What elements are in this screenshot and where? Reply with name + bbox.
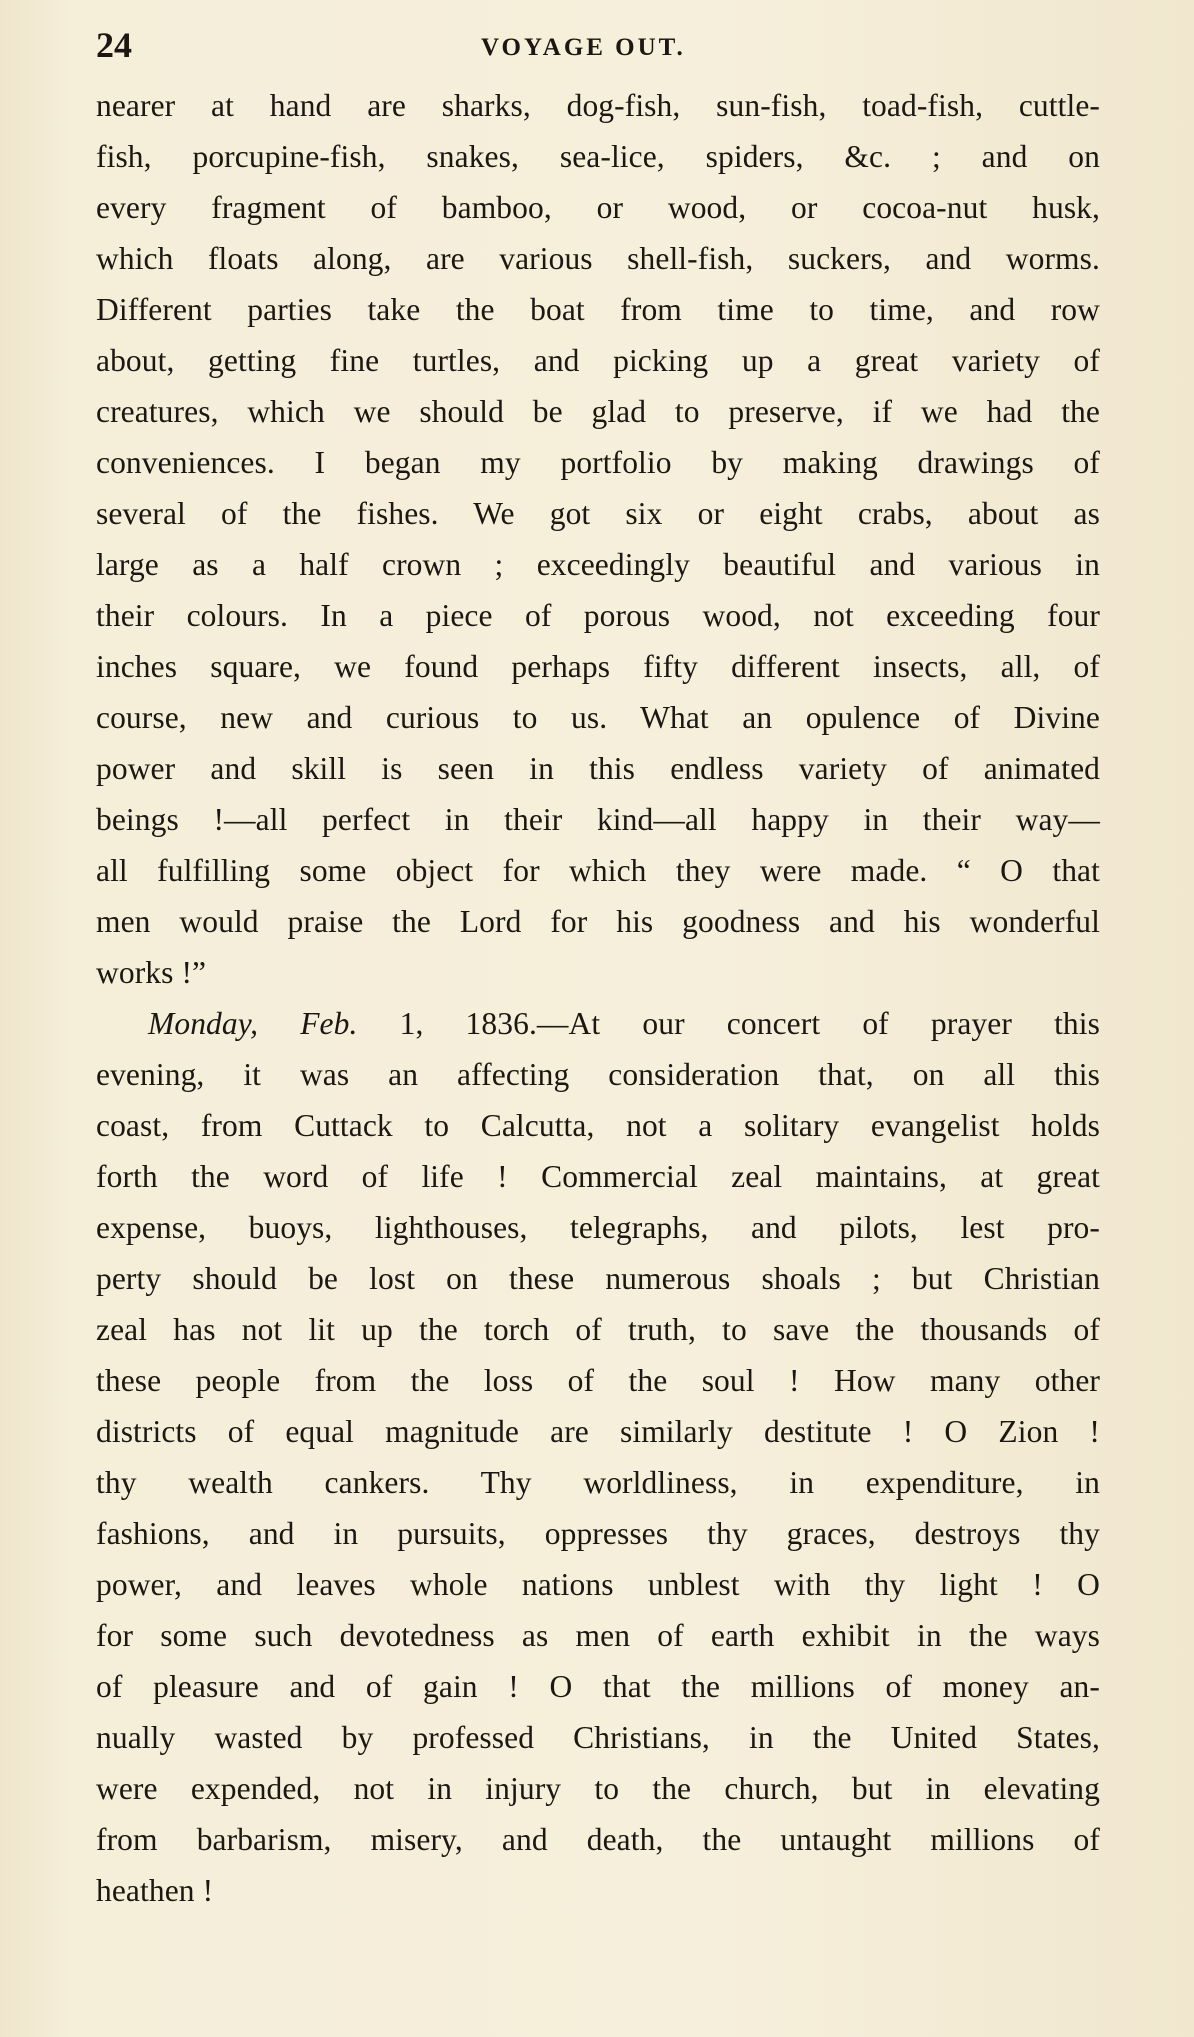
text-line: works !” — [96, 955, 207, 990]
text-line: large as a half crown ; exceedingly beautiful and various in — [96, 547, 1100, 582]
text-line: expense, buoys, lighthouses, telegraphs, and pilots, lest pro- — [96, 1210, 1100, 1245]
page-header — [96, 20, 1096, 70]
text-line: perty should be lost on these numerous shoals ; but Christian — [96, 1261, 1100, 1296]
text-line: every fragment of bamboo, or wood, or cocoa-nut husk, — [96, 190, 1100, 225]
text-line: of pleasure and of gain ! O that the millions of money an- — [96, 1669, 1100, 1704]
text-line: for some such devotedness as men of earth exhibit in the ways — [96, 1618, 1100, 1653]
text-line: evening, it was an affecting consideration that, on all this — [96, 1057, 1100, 1092]
text-line: forth the word of life ! Commercial zeal maintains, at great — [96, 1159, 1100, 1194]
text-line: were expended, not in injury to the church, but in elevating — [96, 1771, 1100, 1806]
text-line: districts of equal magnitude are similarly destitute ! O Zion ! — [96, 1414, 1100, 1449]
text-line: men would praise the Lord for his goodness and his wonderful — [96, 904, 1100, 939]
text-line: fashions, and in pursuits, oppresses thy graces, destroys thy — [96, 1516, 1100, 1551]
date-day: Monday, — [148, 1006, 259, 1041]
body-text — [96, 80, 1100, 1916]
paragraph-1 — [96, 80, 1100, 998]
text-line: course, new and curious to us. What an opulence of Divine — [96, 700, 1100, 735]
paragraph-2-first-line — [96, 998, 1100, 1049]
text-line: fish, porcupine-fish, snakes, sea-lice, spiders, &c. ; and on — [96, 139, 1100, 174]
text-line: from barbarism, misery, and death, the untaught millions of — [96, 1822, 1100, 1857]
first-line-rest: 1, 1836.—At our concert of prayer this — [399, 1006, 1100, 1041]
text-line: about, getting fine turtles, and picking up a great variety of — [96, 343, 1100, 378]
running-head: VOYAGE OUT. — [481, 34, 686, 61]
text-line: power and skill is seen in this endless variety of animated — [96, 751, 1100, 786]
text-line: their colours. In a piece of porous wood, not exceeding four — [96, 598, 1100, 633]
text-line: Different parties take the boat from time to time, and row — [96, 292, 1100, 327]
text-line: which floats along, are various shell-fish, suckers, and worms. — [96, 241, 1100, 276]
text-line: zeal has not lit up the torch of truth, to save the thousands of — [96, 1312, 1100, 1347]
text-line: heathen ! — [96, 1873, 214, 1908]
date-month: Feb. — [300, 1006, 358, 1041]
text-line: coast, from Cuttack to Calcutta, not a solitary evangelist holds — [96, 1108, 1100, 1143]
text-line: creatures, which we should be glad to preserve, if we had the — [96, 394, 1100, 429]
text-line: nearer at hand are sharks, dog-fish, sun-fish, toad-fish, cuttle- — [96, 88, 1100, 123]
text-line: power, and leaves whole nations unblest with thy light ! O — [96, 1567, 1100, 1602]
text-line: beings !—all perfect in their kind—all happy in their way— — [96, 802, 1100, 837]
text-line: all fulfilling some object for which they were made. “ O that — [96, 853, 1100, 888]
text-line: several of the fishes. We got six or eight crabs, about as — [96, 496, 1100, 531]
text-line: nually wasted by professed Christians, in the United States, — [96, 1720, 1100, 1755]
text-line: conveniences. I began my portfolio by making drawings of — [96, 445, 1100, 480]
text-line: these people from the loss of the soul ! How many other — [96, 1363, 1100, 1398]
text-line: inches square, we found perhaps fifty different insects, all, of — [96, 649, 1100, 684]
paragraph-2 — [96, 998, 1100, 1916]
text-line: thy wealth cankers. Thy worldliness, in expenditure, in — [96, 1465, 1100, 1500]
page-number: 24 — [96, 25, 132, 65]
